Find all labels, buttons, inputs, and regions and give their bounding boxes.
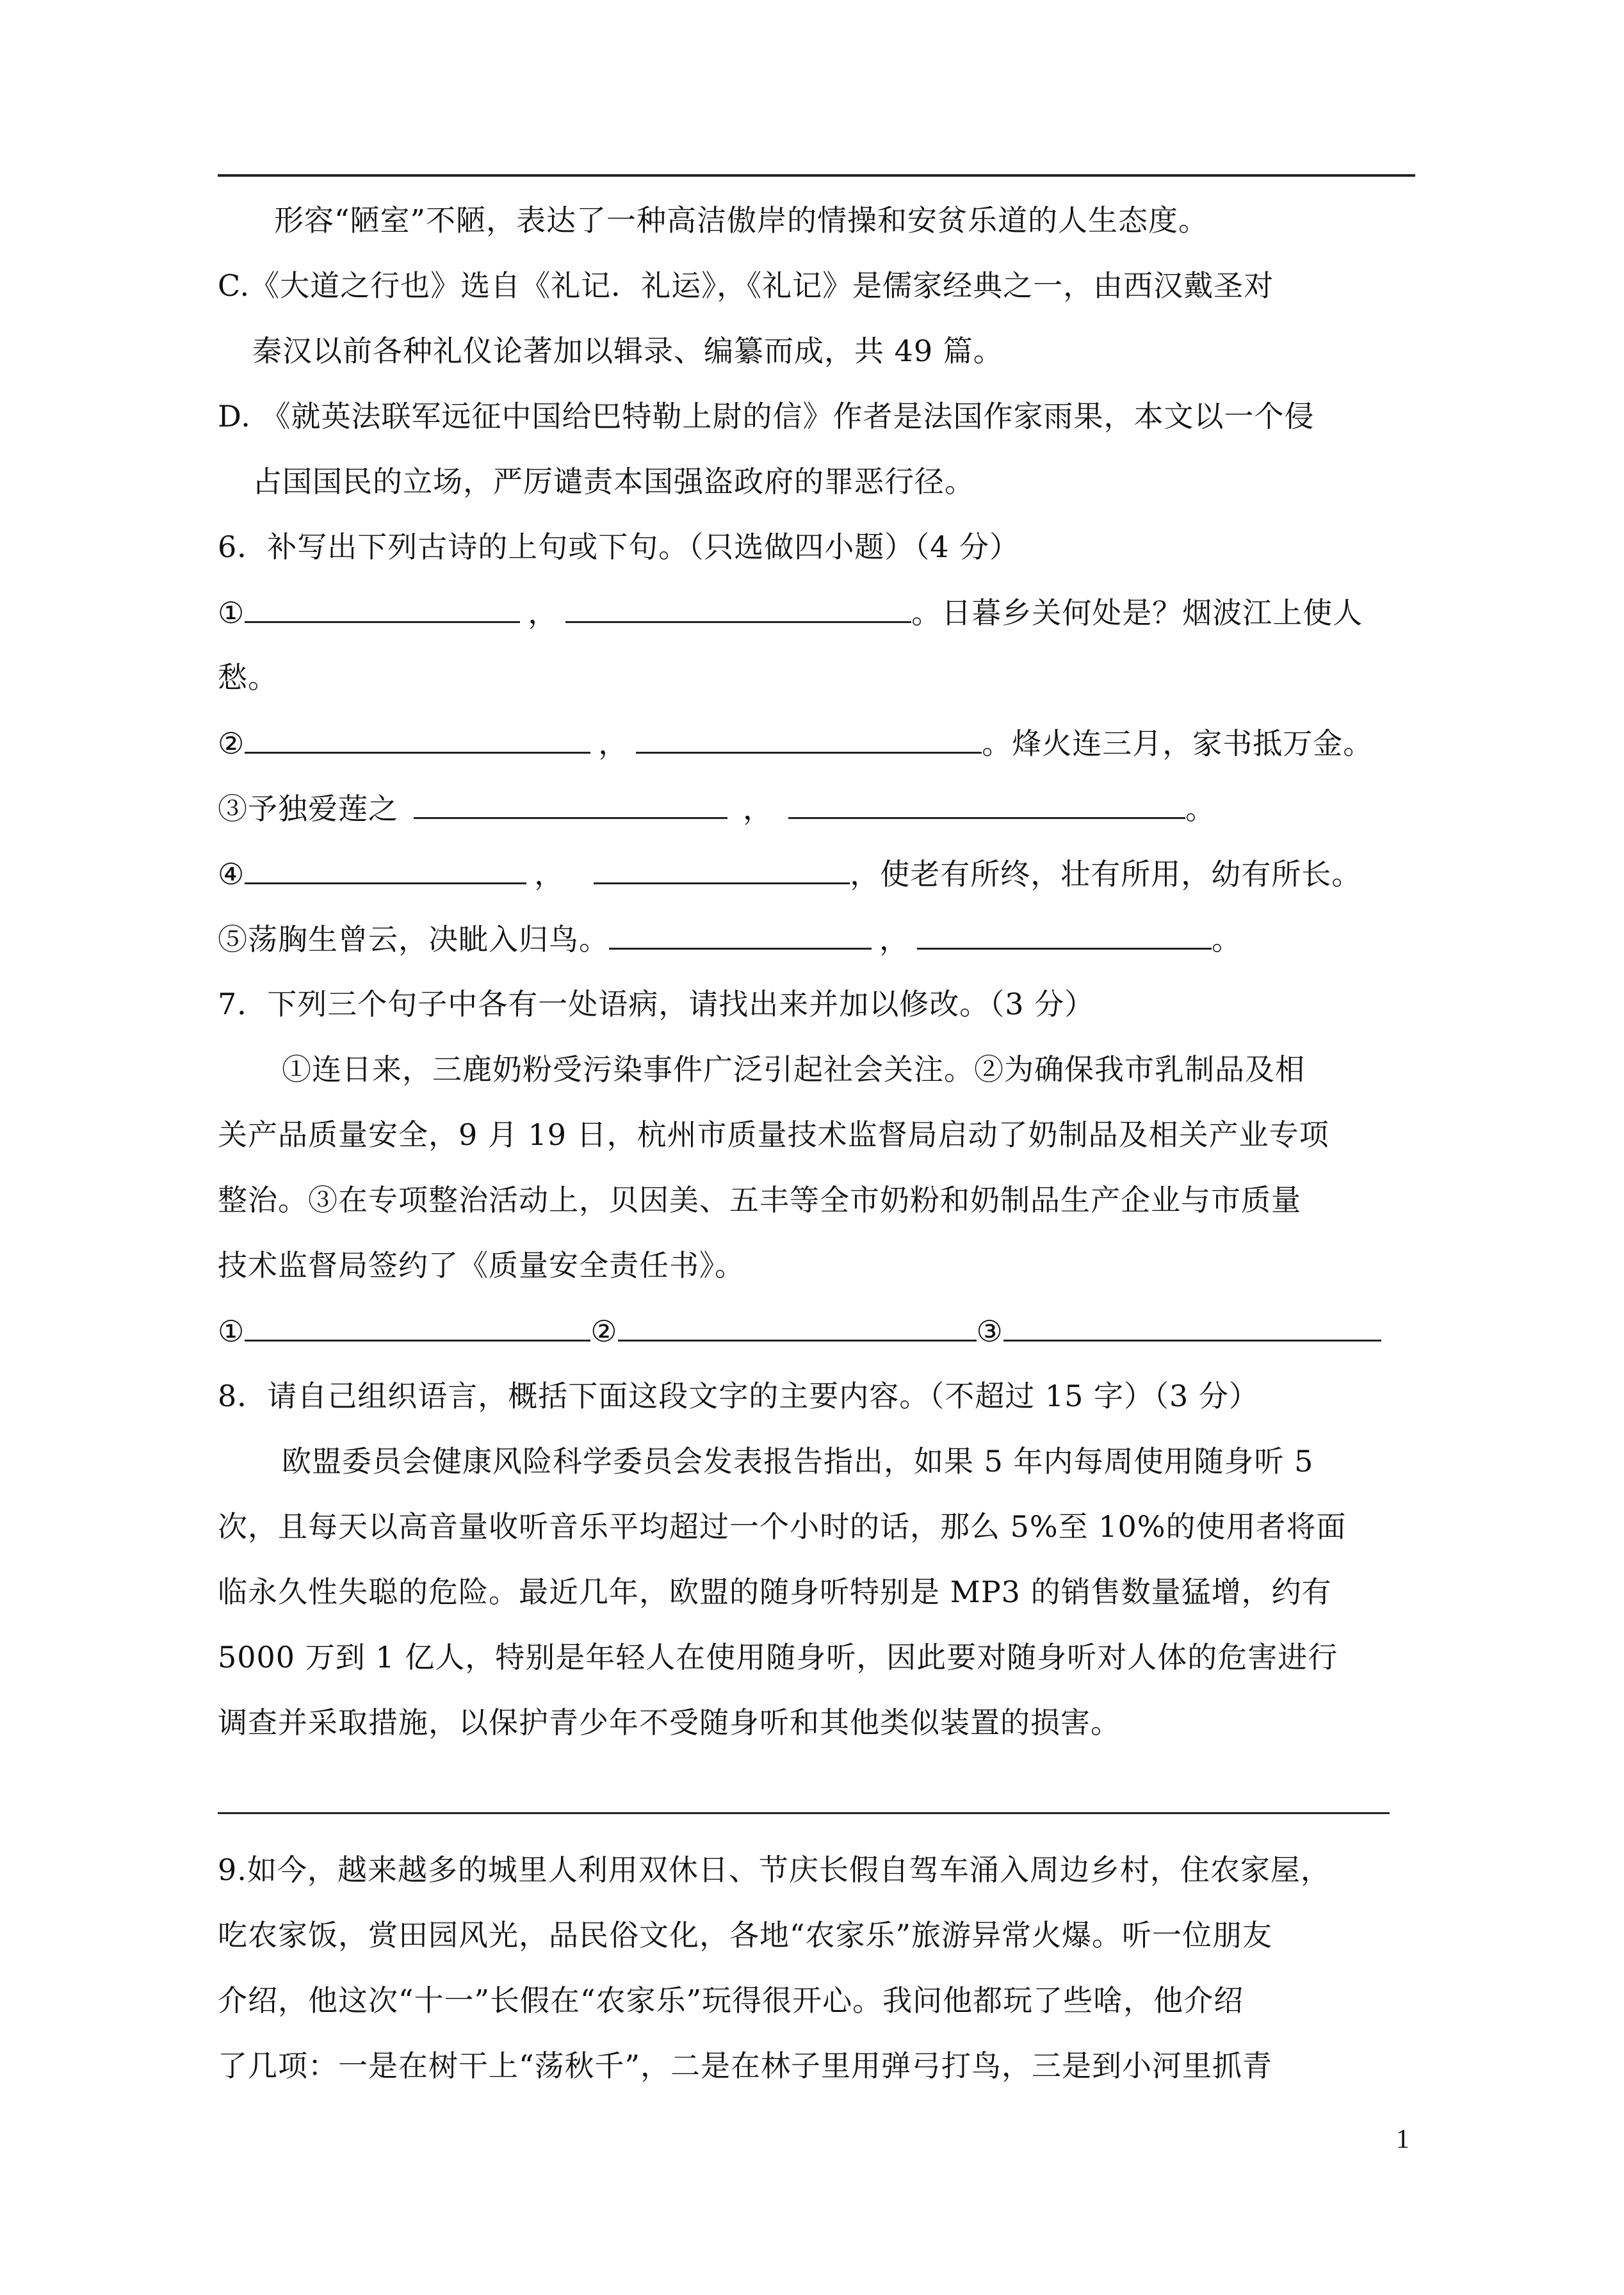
q6-item-5 — [218, 920, 1242, 959]
answer-blank[interactable] — [245, 593, 520, 623]
q6-item-3-comma: ， — [743, 791, 773, 826]
answer-blank[interactable] — [565, 593, 911, 623]
answer-blank[interactable] — [917, 920, 1212, 950]
q6-item-1-comma: ， — [528, 596, 558, 630]
q6-item-1-continuation: 愁。 — [218, 660, 278, 695]
answer-blank[interactable] — [1003, 1311, 1381, 1342]
answer-blank[interactable] — [245, 854, 526, 884]
q6-item-3-end: 。 — [1185, 791, 1215, 826]
q6-item-4-text: ，使老有所终，壮有所用，幼有所长。 — [850, 857, 1362, 891]
q6-item-3-text: ③予独爱莲之 — [218, 791, 398, 826]
q7-paragraph-line: 关产品质量安全，9 月 19 日，杭州市质量技术监督局启动了奶制品及相关产业专项 — [218, 1117, 1329, 1152]
answer-blank[interactable] — [788, 789, 1185, 819]
question-6-title: 6．补写出下列古诗的上句或下句。（只选做四小题）（4 分） — [218, 530, 1020, 564]
q7-answer-marker-3: ③ — [976, 1314, 1003, 1349]
q7-answer-row — [218, 1311, 1381, 1350]
answer-blank[interactable] — [414, 789, 727, 819]
question-8-title: 8．请自己组织语言，概括下面这段文字的主要内容。（不超过 15 字）（3 分） — [218, 1379, 1259, 1413]
q6-item-5-comma: ， — [879, 922, 909, 957]
text-line: 秦汉以前各种礼仪论著加以辑录、编纂而成，共 49 篇。 — [252, 334, 1003, 368]
q6-item-1 — [218, 593, 1363, 632]
answer-blank[interactable] — [245, 724, 590, 754]
q6-item-1-text: 。日暮乡关何处是？烟波江上使人 — [911, 596, 1363, 630]
page-number: 1 — [1396, 2125, 1409, 2154]
q6-item-5-end: 。 — [1212, 922, 1242, 957]
q8-paragraph-line: 欧盟委员会健康风险科学委员会发表报告指出，如果 5 年内每周使用随身听 5 — [282, 1444, 1314, 1479]
q7-answer-marker-2: ② — [590, 1314, 618, 1349]
q9-paragraph-line: 了几项：一是在树干上“荡秋千”，二是在林子里用弹弓打鸟，三是到小河里抓青 — [218, 2048, 1273, 2083]
q6-item-4-comma: ， — [534, 857, 565, 891]
q9-paragraph-line: 9.如今，越来越多的城里人利用双休日、节庆长假自驾车涌入周边乡村，住农家屋， — [218, 1853, 1331, 1887]
q6-item-4-marker: ④ — [218, 857, 245, 891]
q7-answer-marker-1: ① — [218, 1314, 245, 1349]
q8-paragraph-line: 次，且每天以高音量收听音乐平均超过一个小时的话，那么 5%至 10%的使用者将面 — [218, 1509, 1347, 1544]
answer-blank[interactable] — [636, 724, 982, 754]
q8-answer-line[interactable] — [218, 1812, 1390, 1814]
q6-item-4 — [218, 854, 1361, 893]
q6-item-5-text: ⑤荡胸生曾云，决眦入归鸟。 — [218, 922, 609, 957]
q6-item-2-text: 。烽火连三月，家书抵万金。 — [982, 726, 1374, 761]
text-line: 占国国民的立场，严厉谴责本国强盗政府的罪恶行径。 — [252, 464, 975, 499]
option-c-line: C.《大道之行也》选自《礼记．礼运》，《礼记》是儒家经典之一，由西汉戴圣对 — [218, 268, 1274, 303]
q8-paragraph-line: 调查并采取措施，以保护青少年不受随身听和其他类似装置的损害。 — [218, 1705, 1121, 1740]
header-rule — [218, 174, 1415, 177]
q8-paragraph-line: 临永久性失聪的危险。最近几年，欧盟的随身听特别是 MP3 的销售数量猛增，约有 — [218, 1575, 1332, 1609]
q6-item-1-marker: ① — [218, 596, 245, 630]
q9-paragraph-line: 介绍，他这次“十一”长假在“农家乐”玩得很开心。我问他都玩了些啥，他介绍 — [218, 1983, 1244, 2018]
q9-paragraph-line: 吃农家饭，赏田园风光，品民俗文化，各地“农家乐”旅游异常火爆。听一位朋友 — [218, 1918, 1273, 1952]
answer-blank[interactable] — [618, 1311, 977, 1342]
q7-paragraph-line: ①连日来，三鹿奶粉受污染事件广泛引起社会关注。②为确保我市乳制品及相 — [282, 1052, 1305, 1087]
option-d-line: D. 《就英法联军远征中国给巴特勒上尉的信》作者是法国作家雨果，本文以一个侵 — [218, 399, 1315, 434]
q6-item-2 — [218, 724, 1373, 763]
q6-item-3 — [218, 789, 1215, 828]
question-7-title: 7．下列三个句子中各有一处语病，请找出来并加以修改。（3 分） — [218, 987, 1095, 1021]
q7-paragraph-line: 技术监督局签约了《质量安全责任书》。 — [218, 1248, 745, 1283]
q6-item-2-comma: ， — [598, 726, 629, 761]
answer-blank[interactable] — [609, 920, 872, 950]
answer-blank[interactable] — [594, 854, 850, 884]
q7-paragraph-line: 整治。③在专项整治活动上，贝因美、五丰等全市奶粉和奶制品生产企业与市质量 — [218, 1183, 1301, 1217]
q6-item-2-marker: ② — [218, 726, 245, 761]
text-line: 形容“陋室”不陋，表达了一种高洁傲岸的情操和安贫乐道的人生态度。 — [274, 203, 1209, 238]
q8-paragraph-line: 5000 万到 1 亿人，特别是年轻人在使用随身听，因此要对随身听对人体的危害进行 — [218, 1640, 1338, 1675]
answer-blank[interactable] — [245, 1311, 590, 1342]
